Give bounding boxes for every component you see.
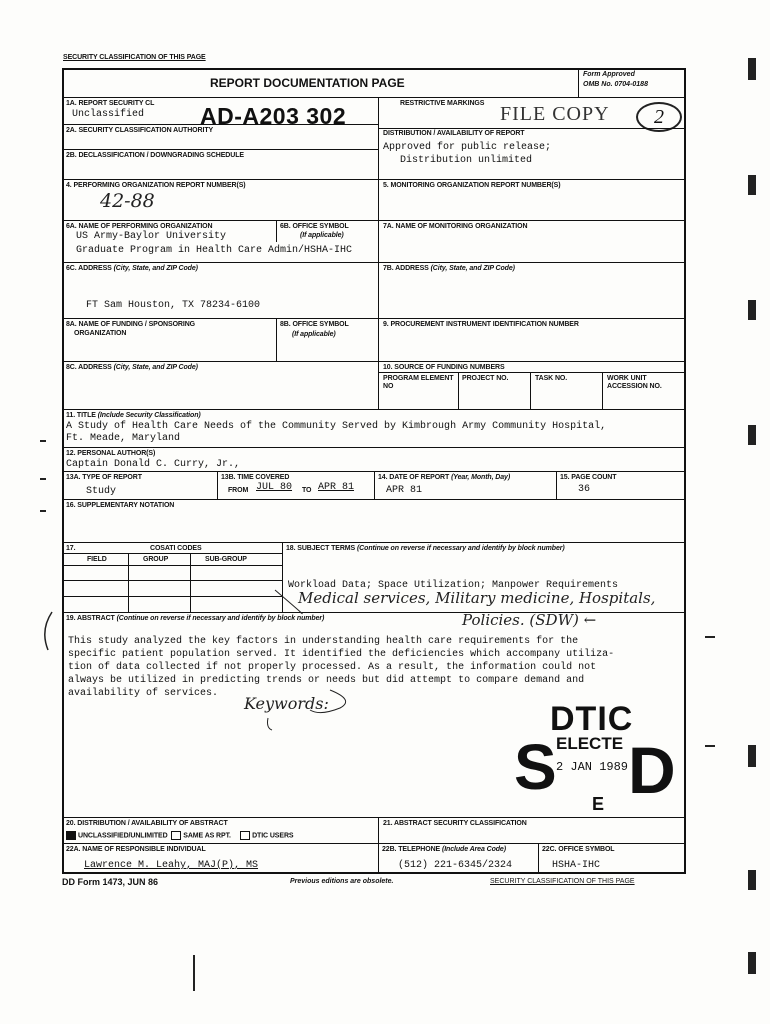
field-21-label: 21. ABSTRACT SECURITY CLASSIFICATION xyxy=(383,820,527,827)
field-1b-label: RESTRICTIVE MARKINGS xyxy=(400,100,485,107)
field-4-label: 4. PERFORMING ORGANIZATION REPORT NUMBER(S) xyxy=(66,182,246,189)
field-7a-label: 7A. NAME OF MONITORING ORGANIZATION xyxy=(383,223,528,230)
field-20-options: UNCLASSIFIED/UNLIMITED SAME AS RPT. DTIC USERS xyxy=(66,831,293,840)
field-17-col-subgroup: SUB-GROUP xyxy=(205,556,247,563)
field-15-label: 15. PAGE COUNT xyxy=(560,474,617,481)
field-8a-label-2: ORGANIZATION xyxy=(74,330,127,337)
field-13b-to: TO xyxy=(302,487,312,494)
field-6b-label: 6B. OFFICE SYMBOL xyxy=(280,223,349,230)
field-20-label: 20. DISTRIBUTION / AVAILABILITY OF ABSTRACT xyxy=(66,820,228,827)
field-2b-label: 2B. DECLASSIFICATION / DOWNGRADING SCHEDULE xyxy=(66,152,244,159)
abstract-line-1: This study analyzed the key factors in understanding health care requirements for the xyxy=(68,636,579,647)
field-6c-label: 6C. ADDRESS (City, State, and ZIP Code) xyxy=(66,265,198,272)
field-18-label: 18. SUBJECT TERMS (Continue on reverse if necessary and identify by block number) xyxy=(286,545,565,552)
field-18-handwritten-2: Policies. (SDW) ← xyxy=(462,611,597,629)
field-6b-sub: (If applicable) xyxy=(300,232,344,239)
form-approved: Form Approved xyxy=(583,71,635,78)
abstract-line-2: specific patient population served. It identified the deficiencies which accompany utiliza- xyxy=(68,649,615,660)
field-10-col-work-unit: WORK UNIT ACCESSION NO. xyxy=(607,375,662,390)
field-7b-label: 7B. ADDRESS (City, State, and ZIP Code) xyxy=(383,265,515,272)
field-6a-value-2: Graduate Program in Health Care Admin/HSHA-IHC xyxy=(76,245,353,256)
field-12-value: Captain Donald C. Curry, Jr., xyxy=(66,459,241,470)
curve-mark xyxy=(310,690,346,713)
field-22c-value: HSHA-IHC xyxy=(552,860,601,871)
field-19-label: 19. ABSTRACT (Continue on reverse if necessary and identify by block number) xyxy=(66,615,325,622)
bracket-mark xyxy=(45,612,52,650)
field-1a-value: Unclassified xyxy=(72,109,145,120)
field-18-handwritten-1: Medical services, Military medicine, Hospitals, xyxy=(298,589,656,607)
field-16-label: 16. SUPPLEMENTARY NOTATION xyxy=(66,502,175,509)
field-15-value: 36 xyxy=(578,484,591,495)
field-22b-value: (512) 221-6345/2324 xyxy=(398,860,513,871)
curve-mark xyxy=(275,590,302,614)
field-11-value-1: A Study of Health Care Needs of the Community Served by Kimbrough Army Community Hospital, xyxy=(66,421,607,432)
field-11-value-2: Ft. Meade, Maryland xyxy=(66,433,181,444)
field-10-label: 10. SOURCE OF FUNDING NUMBERS xyxy=(383,364,505,371)
field-17-col-field: FIELD xyxy=(87,556,107,563)
security-classification-header: SECURITY CLASSIFICATION OF THIS PAGE xyxy=(63,54,206,61)
field-22c-label: 22C. OFFICE SYMBOL xyxy=(542,846,615,853)
field-8b-sub: (If applicable) xyxy=(292,331,336,338)
field-13b-label: 13B. TIME COVERED xyxy=(221,474,290,481)
dtic-text: DTIC xyxy=(550,700,634,738)
field-4-value: 42-88 xyxy=(100,190,155,212)
omb-number: OMB No. 0704-0188 xyxy=(583,81,648,88)
field-13a-value: Study xyxy=(86,486,117,497)
field-3-value-1: Approved for public release; xyxy=(383,142,552,153)
field-12-label: 12. PERSONAL AUTHOR(S) xyxy=(66,450,156,457)
abstract-line-4: always be utilized in predicting trends or needs but did attempt to compare demand and xyxy=(68,675,585,686)
field-13b-to-value: APR 81 xyxy=(318,482,355,493)
footer-previous: Previous editions are obsolete. xyxy=(290,878,394,885)
circled-number: 2 xyxy=(636,102,682,132)
abstract-line-5: availability of services. xyxy=(68,688,219,699)
field-3-value-2: Distribution unlimited xyxy=(400,155,533,166)
electe-text: ELECTE xyxy=(556,734,624,753)
stamp-e: E xyxy=(592,794,605,814)
stamp-s: S xyxy=(514,731,557,803)
field-6a-value-1: US Army-Baylor University xyxy=(76,231,227,242)
form-title: REPORT DOCUMENTATION PAGE xyxy=(210,76,405,90)
field-13a-label: 13A. TYPE OF REPORT xyxy=(66,474,142,481)
field-18-value: Workload Data; Space Utilization; Manpower Requirements xyxy=(288,580,619,591)
abstract-handwritten: Keywords: xyxy=(244,694,329,713)
field-8b-label: 8B. OFFICE SYMBOL xyxy=(280,321,349,328)
field-9-label: 9. PROCUREMENT INSTRUMENT IDENTIFICATION NUMBER xyxy=(383,321,579,328)
field-17-cosati: COSATI CODES xyxy=(150,545,202,552)
abstract-line-3: tion of data collected if not properly processed. As a result, the information could not xyxy=(68,662,597,673)
field-6c-value: FT Sam Houston, TX 78234-6100 xyxy=(86,300,261,311)
field-6a-label: 6A. NAME OF PERFORMING ORGANIZATION xyxy=(66,223,213,230)
field-2a-label: 2A. SECURITY CLASSIFICATION AUTHORITY xyxy=(66,127,214,134)
field-14-label: 14. DATE OF REPORT (Year, Month, Day) xyxy=(378,474,511,481)
stamp-date: 2 JAN 1989 xyxy=(556,760,629,774)
curve-mark xyxy=(268,718,273,730)
field-22a-label: 22A. NAME OF RESPONSIBLE INDIVIDUAL xyxy=(66,846,206,853)
field-5-label: 5. MONITORING ORGANIZATION REPORT NUMBER(S) xyxy=(383,182,561,189)
field-17-label: 17. xyxy=(66,545,76,552)
field-3-label: DISTRIBUTION / AVAILABILITY OF REPORT xyxy=(383,130,525,137)
field-10-col-task: TASK NO. xyxy=(535,375,568,382)
file-copy-stamp: FILE COPY xyxy=(500,103,610,125)
field-17-col-group: GROUP xyxy=(143,556,169,563)
field-22b-label: 22B. TELEPHONE (Include Area Code) xyxy=(382,846,506,853)
field-22a-value: Lawrence M. Leahy, MAJ(P), MS xyxy=(84,860,259,871)
field-1a-label: 1A. REPORT SECURITY CL xyxy=(66,100,155,107)
field-11-label: 11. TITLE (Include Security Classification) xyxy=(66,412,201,419)
ad-number: AD-A203 302 xyxy=(200,103,347,129)
field-10-col-program: PROGRAM ELEMENT NO xyxy=(383,375,454,390)
field-8c-label: 8C. ADDRESS (City, State, and ZIP Code) xyxy=(66,364,198,371)
field-13b-from: FROM xyxy=(228,487,249,494)
footer-form: DD Form 1473, JUN 86 xyxy=(62,877,159,887)
field-10-col-project: PROJECT NO. xyxy=(462,375,509,382)
footer-classification: SECURITY CLASSIFICATION OF THIS PAGE xyxy=(490,878,635,885)
stamp-d: D xyxy=(628,733,676,807)
field-8a-label-1: 8A. NAME OF FUNDING / SPONSORING xyxy=(66,321,196,328)
field-13b-from-value: JUL 80 xyxy=(256,482,293,493)
field-14-value: APR 81 xyxy=(386,485,423,496)
